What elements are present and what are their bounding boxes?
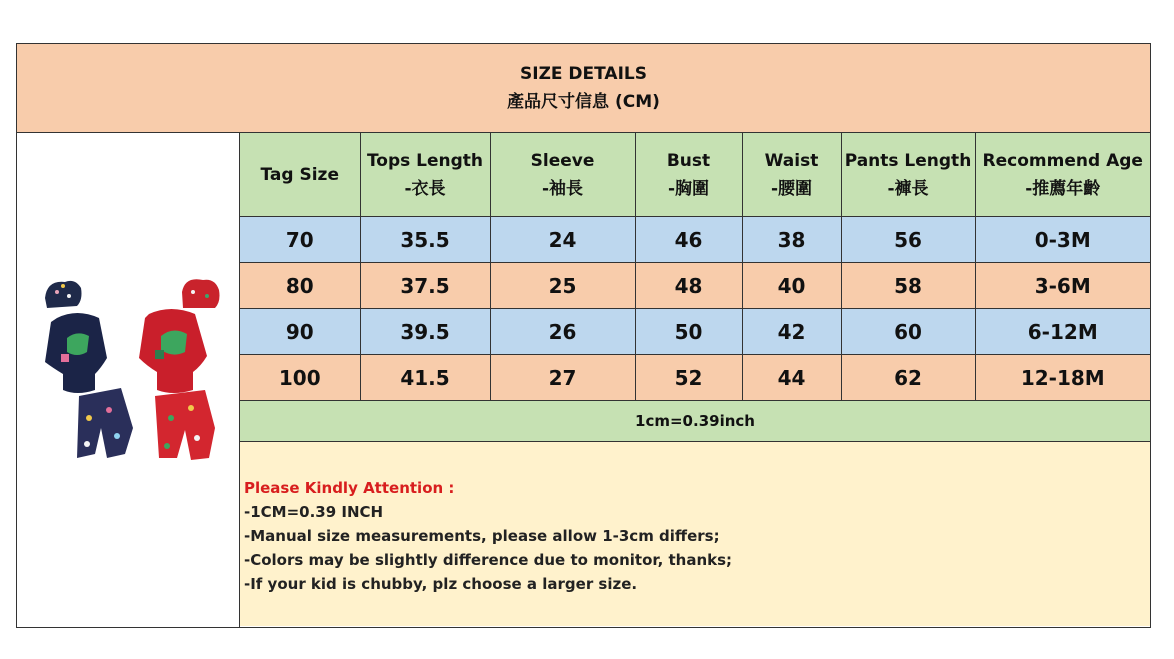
column-header-tag-size: Tag Size: [240, 133, 360, 217]
table-cell: 44: [742, 355, 841, 401]
table-cell: 0-3M: [975, 217, 1150, 263]
table-cell: 42: [742, 309, 841, 355]
table-cell: 48: [635, 263, 742, 309]
column-header-recommend-age: Recommend Age -推薦年齡: [975, 133, 1150, 217]
note-line: -Manual size measurements, please allow 1-3cm differs;: [244, 527, 720, 545]
note-line: -If your kid is chubby, plz choose a larger size.: [244, 575, 638, 593]
table-cell: 25: [490, 263, 635, 309]
table-cell: 50: [635, 309, 742, 355]
attention-notes: [240, 442, 1150, 626]
table-cell: 35.5: [360, 217, 490, 263]
column-header-bust: Bust -胸圍: [635, 133, 742, 217]
table-cell: 70: [240, 217, 360, 263]
column-header-pants-length: Pants Length -褲長: [841, 133, 975, 217]
size-details-title: SIZE DETAILS: [520, 64, 647, 84]
table-cell: 24: [490, 217, 635, 263]
table-cell: 3-6M: [975, 263, 1150, 309]
table-cell: 39.5: [360, 309, 490, 355]
table-row: [240, 263, 1150, 309]
note-line: -Colors may be slightly difference due to monitor, thanks;: [244, 551, 733, 569]
table-row: [240, 217, 1150, 263]
table-cell: 56: [841, 217, 975, 263]
column-header-tops-length: Tops Length -衣長: [360, 133, 490, 217]
note-line: -1CM=0.39 INCH: [244, 503, 384, 521]
table-cell: 52: [635, 355, 742, 401]
size-table-area: [240, 133, 1150, 626]
table-cell: 58: [841, 263, 975, 309]
table-cell: 12-18M: [975, 355, 1150, 401]
unit-conversion-note: 1cm=0.39inch: [240, 401, 1150, 442]
table-cell: 6-12M: [975, 309, 1150, 355]
table-cell: 26: [490, 309, 635, 355]
table-cell: 41.5: [360, 355, 490, 401]
table-cell: 27: [490, 355, 635, 401]
table-cell: 90: [240, 309, 360, 355]
size-table: [240, 133, 1150, 401]
table-cell: 38: [742, 217, 841, 263]
column-header-waist: Waist -腰圍: [742, 133, 841, 217]
size-details-subtitle: 產品尺寸信息 (CM): [507, 92, 660, 112]
table-cell: 46: [635, 217, 742, 263]
table-cell: 37.5: [360, 263, 490, 309]
table-cell: 40: [742, 263, 841, 309]
table-row: [240, 355, 1150, 401]
size-table-header-row: [240, 133, 1150, 217]
table-row: [240, 309, 1150, 355]
size-details-header: [17, 44, 1150, 133]
attention-heading: Please Kindly Attention :: [244, 479, 455, 497]
table-cell: 60: [841, 309, 975, 355]
table-cell: 100: [240, 355, 360, 401]
table-cell: 62: [841, 355, 975, 401]
product-photo-cell: [17, 133, 240, 627]
baby-outfit-set-image: [37, 278, 242, 468]
size-chart-sheet: [16, 43, 1151, 628]
column-header-sleeve: Sleeve -袖長: [490, 133, 635, 217]
table-cell: 80: [240, 263, 360, 309]
